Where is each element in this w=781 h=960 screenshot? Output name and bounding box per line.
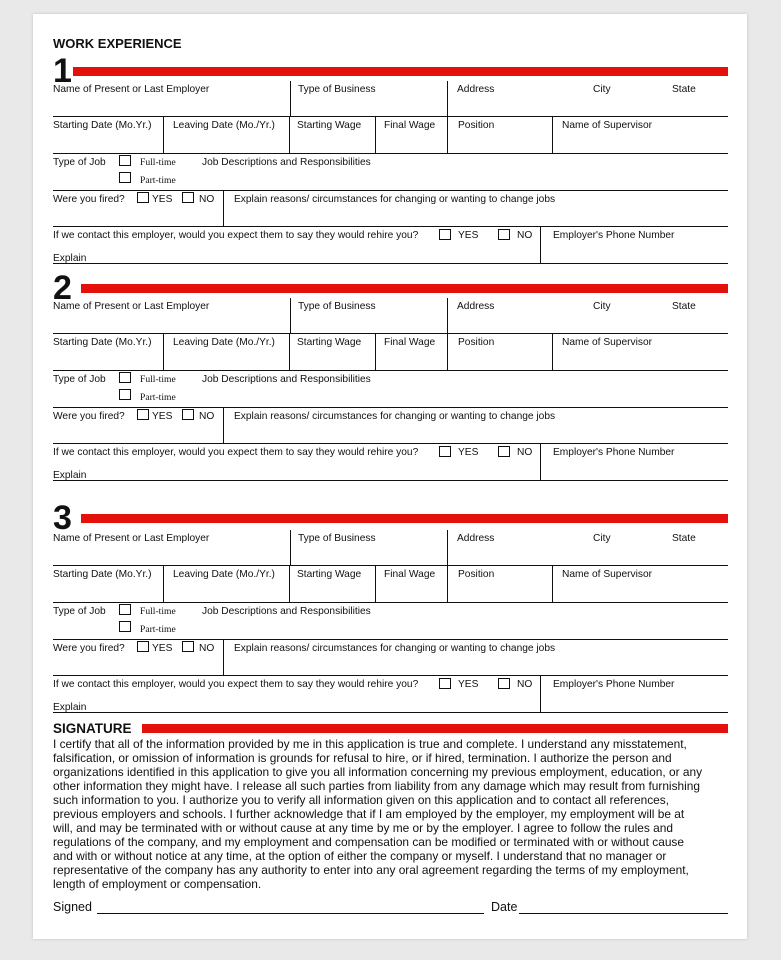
employer-1-red-bar [73, 67, 728, 76]
rehire-no-checkbox[interactable] [498, 678, 510, 689]
part-time-checkbox[interactable] [119, 172, 131, 183]
fired-yes-checkbox[interactable] [137, 409, 149, 420]
rehire-no-label: NO [517, 230, 533, 241]
part-time-checkbox[interactable] [119, 621, 131, 632]
final-wage-field[interactable] [376, 581, 447, 602]
row-rule [53, 407, 728, 408]
fired-no-label: NO [199, 194, 215, 205]
employer-name-label: Name of Present or Last Employer [53, 84, 210, 95]
phone-label: Employer's Phone Number [553, 447, 675, 458]
type-of-business-label: Type of Business [298, 84, 376, 95]
starting-date-field[interactable] [53, 132, 163, 153]
certification-line: I certify that all of the information provided by me in this application is true and complete. I understand any misstatement, [53, 737, 687, 751]
row-rule [53, 565, 728, 566]
fired-no-label: NO [199, 643, 215, 654]
divider [223, 191, 224, 227]
rehire-yes-label: YES [458, 447, 479, 458]
employer-1-number: 1 [53, 52, 72, 90]
row-rule [53, 116, 728, 117]
fired-no-checkbox[interactable] [182, 192, 194, 203]
final-wage-label: Final Wage [384, 569, 436, 580]
final-wage-field[interactable] [376, 132, 447, 153]
rehire-yes-label: YES [458, 679, 479, 690]
employer-3-red-bar [81, 514, 728, 523]
full-time-checkbox[interactable] [119, 604, 131, 615]
work-experience-heading: WORK EXPERIENCE [53, 36, 182, 51]
job-descriptions-field[interactable] [202, 619, 728, 638]
state-label: State [672, 301, 696, 312]
employer-3-number: 3 [53, 499, 72, 537]
signature-heading: SIGNATURE [53, 721, 132, 736]
supervisor-field[interactable] [553, 581, 728, 602]
starting-wage-label: Starting Wage [297, 337, 362, 348]
supervisor-label: Name of Supervisor [562, 337, 653, 348]
certification-line: representative of the company has any authority to enter into any oral agreement regarding the terms of my employment, [53, 863, 689, 877]
row-rule [53, 639, 728, 640]
row-rule [53, 675, 728, 676]
certification-line: regulations of the company, and my employment and compensation can be modified or terminated with or without cause [53, 835, 684, 849]
certification-line: falsification, or omission of information is grounds for refusal to hire, or if hired, termination. I authorize the person and [53, 751, 672, 765]
job-descriptions-label: Job Descriptions and Responsibilities [202, 606, 371, 617]
leaving-date-label: Leaving Date (Mo./Yr.) [173, 337, 275, 348]
leaving-date-label: Leaving Date (Mo./Yr.) [173, 120, 275, 131]
fired-no-checkbox[interactable] [182, 409, 194, 420]
starting-wage-field[interactable] [290, 581, 375, 602]
divider [223, 408, 224, 444]
part-time-label: Part-time [140, 624, 176, 635]
fired-yes-checkbox[interactable] [137, 641, 149, 652]
were-you-fired-label: Were you fired? [53, 194, 125, 205]
city-label: City [593, 301, 611, 312]
date-label: Date [491, 900, 518, 914]
rehire-question-label: If we contact this employer, would you expect them to say they would rehire you? [53, 679, 419, 690]
address-city-state-field[interactable] [448, 545, 728, 565]
employer-name-label: Name of Present or Last Employer [53, 301, 210, 312]
address-label: Address [457, 84, 495, 95]
employer-2-red-bar [81, 284, 728, 293]
supervisor-field[interactable] [553, 132, 728, 153]
fired-yes-label: YES [152, 411, 173, 422]
rehire-yes-checkbox[interactable] [439, 229, 451, 240]
explain-label: Explain [53, 253, 87, 264]
starting-date-label: Starting Date (Mo.Yr.) [53, 337, 152, 348]
final-wage-label: Final Wage [384, 120, 436, 131]
rehire-yes-checkbox[interactable] [439, 678, 451, 689]
certification-line: such information to you. I authorize you to verify all information given on this application and to contact all references, [53, 793, 670, 807]
explain-reasons-label: Explain reasons/ circumstances for changing or wanting to change jobs [234, 643, 556, 654]
starting-date-field[interactable] [53, 349, 163, 370]
explain-reasons-field[interactable] [234, 207, 728, 226]
state-label: State [672, 84, 696, 95]
type-of-job-label: Type of Job [53, 157, 106, 168]
address-city-state-field[interactable] [448, 96, 728, 116]
fired-no-checkbox[interactable] [182, 641, 194, 652]
address-label: Address [457, 301, 495, 312]
divider [223, 640, 224, 676]
employer-name-field[interactable] [53, 545, 290, 565]
type-of-job-label: Type of Job [53, 606, 106, 617]
position-field[interactable] [448, 349, 552, 370]
job-descriptions-label: Job Descriptions and Responsibilities [202, 374, 371, 385]
supervisor-label: Name of Supervisor [562, 569, 653, 580]
certification-line: length of employment or compensation. [53, 877, 262, 891]
certification-line: organizations identified in this application to give you all information concerning my previous employment, education, or any [53, 765, 703, 779]
starting-wage-field[interactable] [290, 349, 375, 370]
explain-reasons-field[interactable] [234, 656, 728, 675]
rehire-no-checkbox[interactable] [498, 229, 510, 240]
were-you-fired-label: Were you fired? [53, 411, 125, 422]
rehire-no-label: NO [517, 679, 533, 690]
row-rule [53, 370, 728, 371]
position-label: Position [458, 337, 495, 348]
leaving-date-field[interactable] [164, 581, 289, 602]
position-field[interactable] [448, 581, 552, 602]
city-label: City [593, 533, 611, 544]
certification-line: will, and may be terminated with or without cause at any time by me or by the employer. I agree to follow the rules and [53, 821, 673, 835]
part-time-checkbox[interactable] [119, 389, 131, 400]
full-time-label: Full-time [140, 606, 176, 617]
fired-yes-label: YES [152, 194, 173, 205]
leaving-date-field[interactable] [164, 349, 289, 370]
explain-reasons-label: Explain reasons/ circumstances for changing or wanting to change jobs [234, 194, 556, 205]
employer-name-label: Name of Present or Last Employer [53, 533, 210, 544]
job-descriptions-field[interactable] [202, 387, 728, 406]
leaving-date-label: Leaving Date (Mo./Yr.) [173, 569, 275, 580]
explain-field[interactable] [95, 467, 539, 480]
row-rule [53, 226, 728, 227]
full-time-checkbox[interactable] [119, 155, 131, 166]
row-rule [53, 333, 728, 334]
row-rule [53, 263, 728, 264]
rehire-no-label: NO [517, 447, 533, 458]
row-rule [53, 190, 728, 191]
rehire-yes-checkbox[interactable] [439, 446, 451, 457]
explain-label: Explain [53, 470, 87, 481]
position-field[interactable] [448, 132, 552, 153]
phone-field[interactable] [541, 692, 728, 712]
type-of-business-label: Type of Business [298, 301, 376, 312]
certification-paragraph [53, 737, 731, 891]
certification-line: and with or without notice at any time, at the option of either the company or myself. I understand that no manager or [53, 849, 667, 863]
full-time-label: Full-time [140, 374, 176, 385]
address-label: Address [457, 533, 495, 544]
fired-yes-checkbox[interactable] [137, 192, 149, 203]
position-label: Position [458, 569, 495, 580]
job-descriptions-field[interactable] [202, 170, 728, 189]
row-rule [53, 443, 728, 444]
employer-name-field[interactable] [53, 96, 290, 116]
type-of-business-field[interactable] [291, 545, 447, 565]
state-label: State [672, 533, 696, 544]
signed-label: Signed [53, 900, 92, 914]
employer-name-field[interactable] [53, 313, 290, 333]
full-time-checkbox[interactable] [119, 372, 131, 383]
explain-field[interactable] [95, 699, 539, 712]
full-time-label: Full-time [140, 157, 176, 168]
phone-field[interactable] [541, 460, 728, 480]
row-rule [53, 480, 728, 481]
row-rule [53, 153, 728, 154]
row-rule [53, 602, 728, 603]
starting-date-label: Starting Date (Mo.Yr.) [53, 569, 152, 580]
type-of-business-field[interactable] [291, 313, 447, 333]
rehire-yes-label: YES [458, 230, 479, 241]
final-wage-label: Final Wage [384, 337, 436, 348]
row-rule [53, 712, 728, 713]
supervisor-field[interactable] [553, 349, 728, 370]
type-of-business-label: Type of Business [298, 533, 376, 544]
starting-date-label: Starting Date (Mo.Yr.) [53, 120, 152, 131]
rehire-no-checkbox[interactable] [498, 446, 510, 457]
application-page [33, 14, 747, 939]
position-label: Position [458, 120, 495, 131]
employer-2-number: 2 [53, 269, 72, 307]
city-label: City [593, 84, 611, 95]
final-wage-field[interactable] [376, 349, 447, 370]
part-time-label: Part-time [140, 175, 176, 186]
rehire-question-label: If we contact this employer, would you expect them to say they would rehire you? [53, 447, 419, 458]
starting-wage-label: Starting Wage [297, 120, 362, 131]
phone-label: Employer's Phone Number [553, 230, 675, 241]
explain-label: Explain [53, 702, 87, 713]
fired-yes-label: YES [152, 643, 173, 654]
starting-wage-label: Starting Wage [297, 569, 362, 580]
date-line[interactable] [519, 913, 728, 914]
address-city-state-field[interactable] [448, 313, 728, 333]
certification-line: other information they might have. I release all such parties from liability from any damage which may result from furnishing [53, 779, 701, 793]
explain-reasons-field[interactable] [234, 424, 728, 443]
starting-date-field[interactable] [53, 581, 163, 602]
leaving-date-field[interactable] [164, 132, 289, 153]
signature-red-bar [142, 724, 728, 733]
signed-line[interactable] [97, 913, 484, 914]
fired-no-label: NO [199, 411, 215, 422]
were-you-fired-label: Were you fired? [53, 643, 125, 654]
part-time-label: Part-time [140, 392, 176, 403]
type-of-business-field[interactable] [291, 96, 447, 116]
certification-line: previous employers and schools. I further acknowledge that if I am employed by the employer, my employment will be at [53, 807, 685, 821]
job-descriptions-label: Job Descriptions and Responsibilities [202, 157, 371, 168]
phone-field[interactable] [541, 243, 728, 263]
explain-reasons-label: Explain reasons/ circumstances for changing or wanting to change jobs [234, 411, 556, 422]
starting-wage-field[interactable] [290, 132, 375, 153]
rehire-question-label: If we contact this employer, would you expect them to say they would rehire you? [53, 230, 419, 241]
type-of-job-label: Type of Job [53, 374, 106, 385]
explain-field[interactable] [95, 250, 539, 263]
supervisor-label: Name of Supervisor [562, 120, 653, 131]
phone-label: Employer's Phone Number [553, 679, 675, 690]
